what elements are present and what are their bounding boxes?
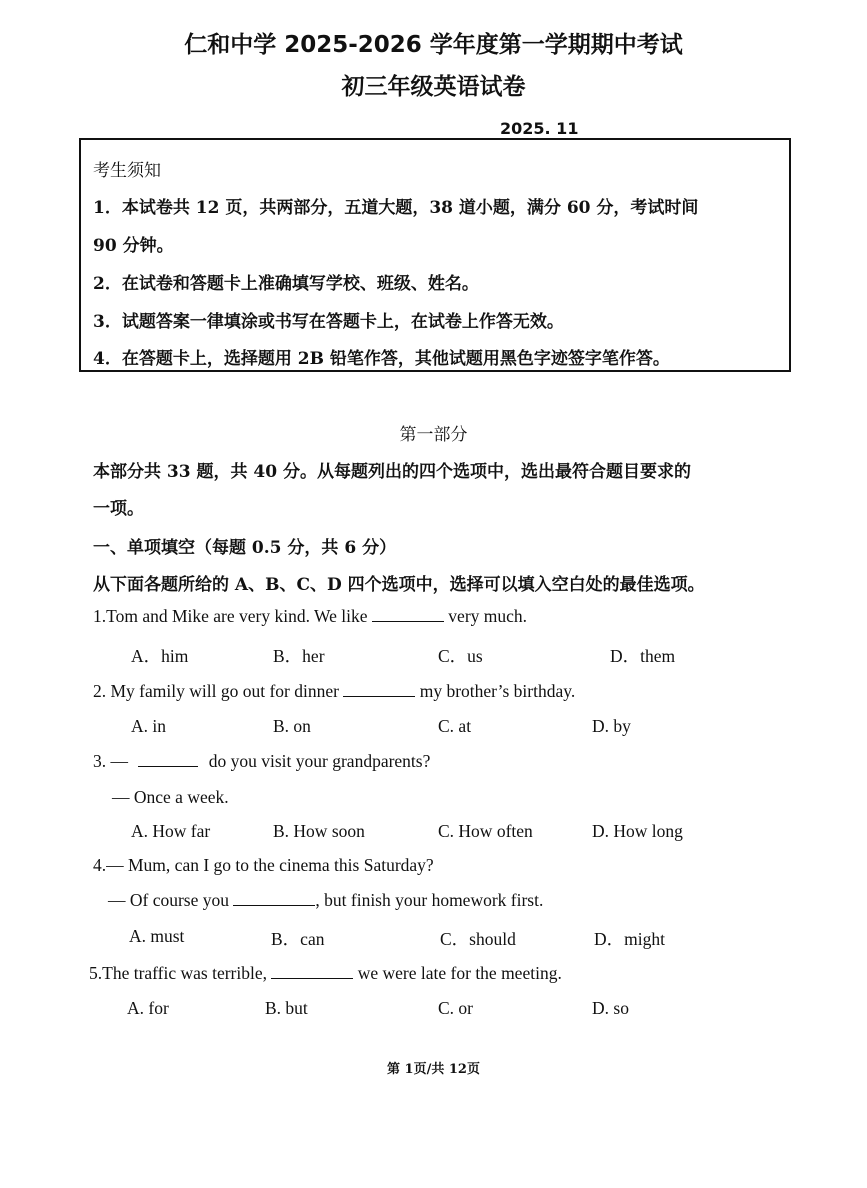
question-text: we were late for the meeting.: [357, 963, 562, 983]
notice-item-2: 2．在试卷和答题卡上准确填写学校、班级、姓名。: [93, 274, 479, 294]
notice-item-4: 4．在答题卡上，选择题用 2B 铅笔作答，其他试题用黑色字迹签字笔作答。: [93, 349, 670, 369]
question-1: [93, 606, 527, 627]
part-heading: 第一部分: [399, 425, 468, 445]
option-b: B. but: [265, 998, 308, 1018]
question-text: , but finish your homework first.: [315, 890, 544, 910]
question-3-reply: — Once a week.: [112, 787, 229, 807]
option-b: B. How soon: [273, 821, 365, 841]
section-instruction: 从下面各题所给的 A、B、C、D 四个选项中，选择可以填入空白处的最佳选项。: [93, 575, 705, 595]
question-4-reply: [108, 890, 543, 911]
question-text: 5.The traffic was terrible,: [89, 963, 267, 983]
option-c: C. How often: [438, 821, 533, 841]
question-text: 2. My family will go out for dinner: [93, 681, 339, 701]
option-d: D. by: [592, 716, 631, 736]
option-c: C．us: [438, 646, 483, 666]
answer-blank: [233, 891, 315, 906]
option-a: A. for: [127, 998, 169, 1018]
notice-item-3: 3．试题答案一律填涂或书写在答题卡上，在试卷上作答无效。: [93, 312, 564, 332]
option-c: C．should: [440, 929, 516, 949]
question-5: [89, 963, 562, 984]
option-c: C. or: [438, 998, 473, 1018]
notice-item-1-cont: 90 分钟。: [93, 236, 174, 256]
option-a: A. must: [129, 926, 185, 946]
part-intro-cont: 一项。: [93, 499, 144, 519]
option-b: B. on: [273, 716, 311, 736]
option-b: B．can: [271, 929, 325, 949]
notice-heading: 考生须知: [93, 161, 161, 181]
option-b: B．her: [273, 646, 325, 666]
option-d: D. so: [592, 998, 629, 1018]
option-d: D．them: [610, 646, 676, 666]
question-3: [93, 751, 430, 772]
option-a: A. in: [131, 716, 166, 736]
option-d: D．might: [594, 929, 665, 949]
exam-title: 仁和中学 2025-2026 学年度第一学期期中考试: [184, 32, 683, 58]
option-d: D. How long: [592, 821, 683, 841]
notice-item-1: 1．本试卷共 12 页，共两部分，五道大题，38 道小题，满分 60 分，考试时间: [93, 198, 699, 218]
question-4: 4.— Mum, can I go to the cinema this Saturday?: [93, 855, 434, 875]
exam-date: 2025. 11: [500, 119, 579, 138]
question-text: do you visit your grandparents?: [208, 751, 431, 771]
question-text: very much.: [448, 606, 528, 626]
answer-blank: [372, 607, 444, 622]
option-a: A. How far: [131, 821, 211, 841]
question-text: 3. —: [93, 751, 128, 771]
answer-blank: [271, 964, 353, 979]
question-2: [93, 681, 575, 702]
notice-box: [79, 138, 791, 372]
option-c: C. at: [438, 716, 472, 736]
answer-blank: [343, 682, 415, 697]
part-intro: 本部分共 33 题，共 40 分。从每题列出的四个选项中，选出最符合题目要求的: [93, 462, 691, 482]
page-number: 第 1页/共 12页: [387, 1062, 480, 1077]
exam-subtitle: 初三年级英语试卷: [341, 74, 526, 100]
question-text: my brother’s birthday.: [419, 681, 576, 701]
section-title: 一、单项填空（每题 0.5 分，共 6 分）: [93, 538, 397, 558]
answer-blank: [138, 752, 198, 767]
question-text: 1.Tom and Mike are very kind. We like: [93, 606, 368, 626]
question-text: — Of course you: [108, 890, 230, 910]
option-a: A．him: [131, 646, 189, 666]
